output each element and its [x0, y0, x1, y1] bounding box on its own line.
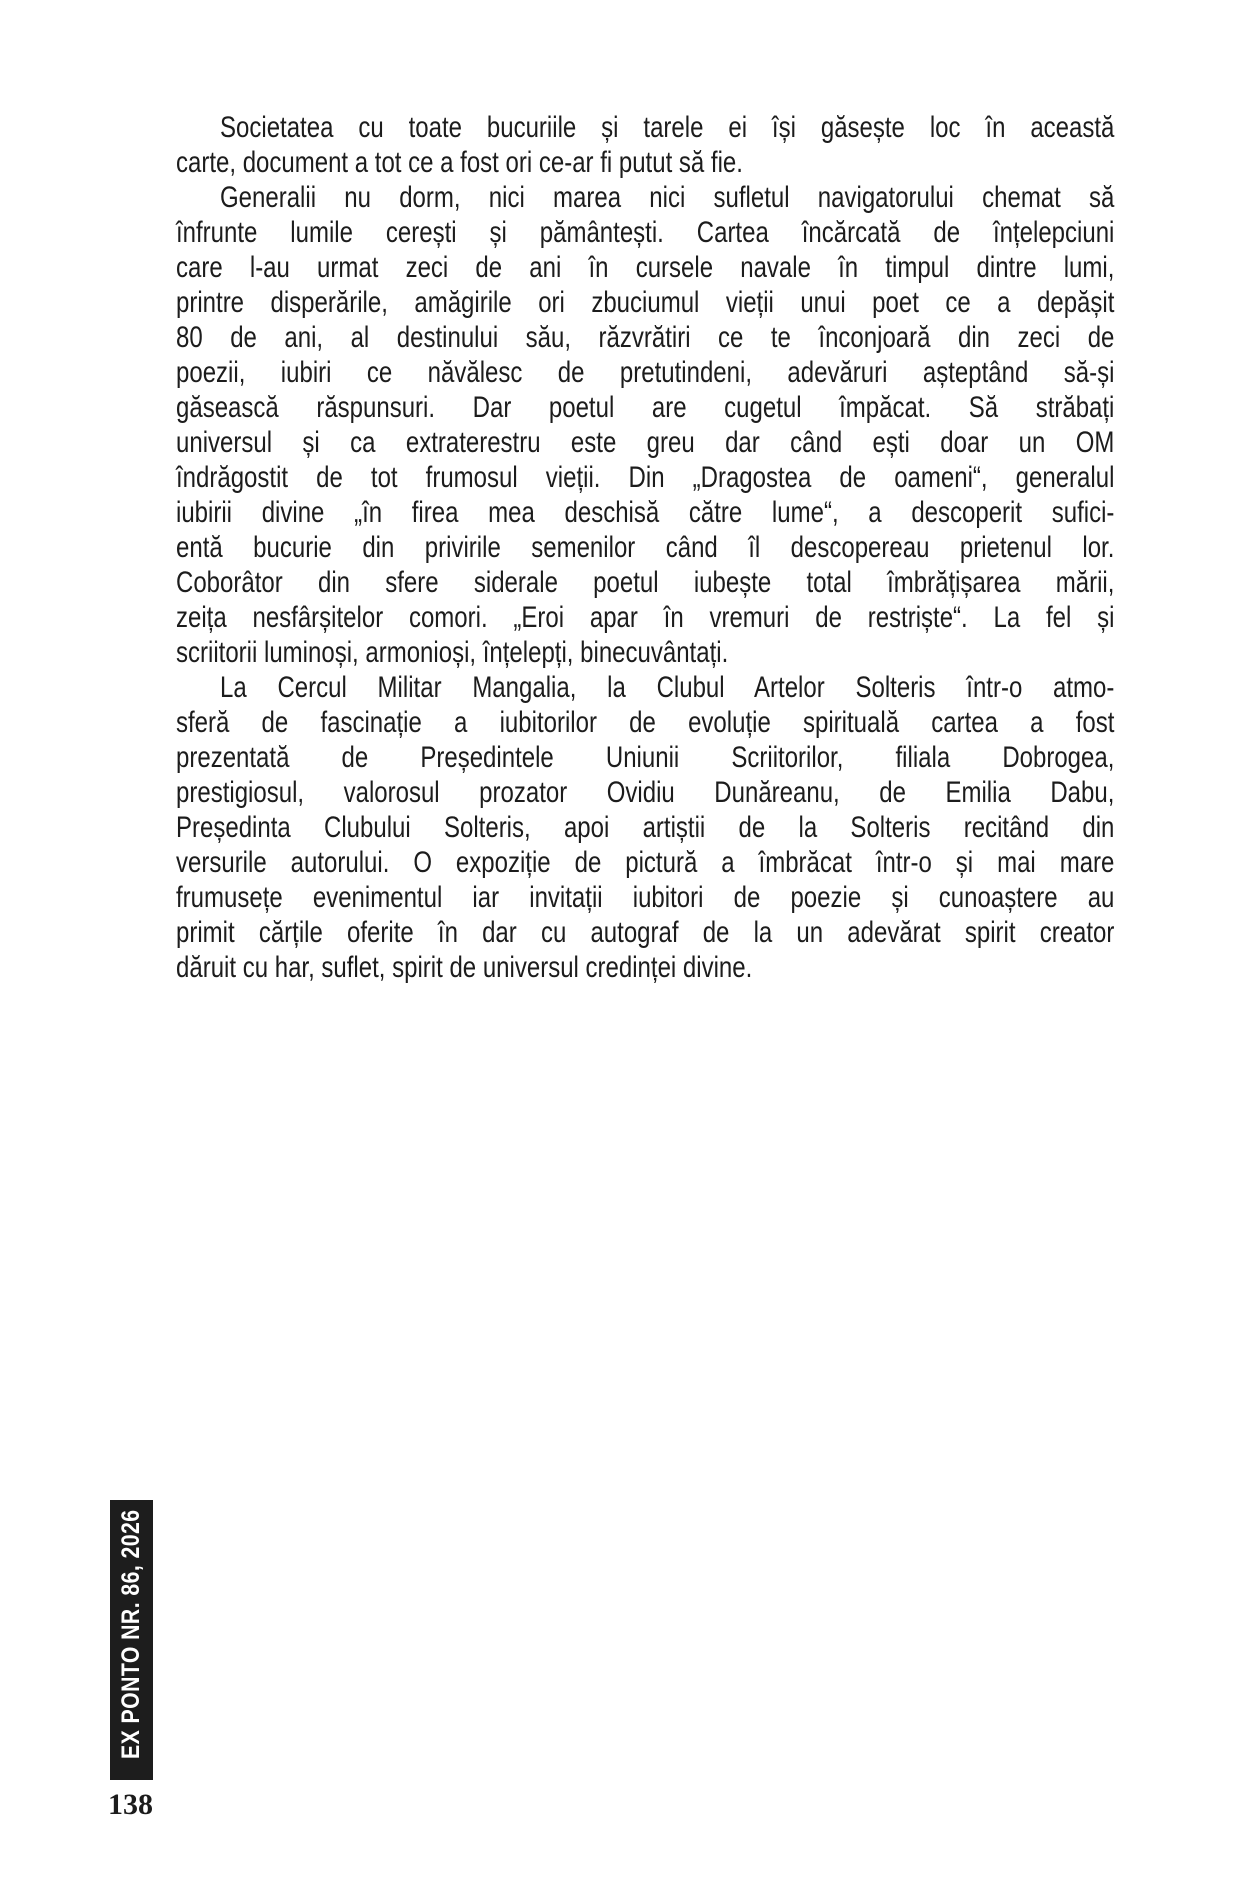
- text-line: Generalii nu dorm, nici marea nici sufletul navigatorului chemat să: [220, 181, 1115, 214]
- text-line: universul și ca extraterestru este greu dar când ești doar un OM: [176, 426, 1115, 459]
- text-line: care l-au urmat zeci de ani în cursele navale în timpul dintre lumi,: [176, 251, 1115, 284]
- text-line: versurile autorului. O expoziție de pictură a îmbrăcat într-o și mai mare: [176, 846, 1115, 879]
- text-line: sferă de fascinație a iubitorilor de evoluție spirituală cartea a fost: [176, 706, 1115, 739]
- text-line: iubirii divine „în firea mea deschisă către lume“, a descoperit sufici-: [176, 496, 1115, 529]
- text-line: La Cercul Militar Mangalia, la Clubul Artelor Solteris într-o atmo-: [220, 671, 1115, 704]
- text-line: găsească răspunsuri. Dar poetul are cugetul împăcat. Să străbați: [176, 391, 1115, 424]
- journal-spine-bar: [110, 1500, 153, 1780]
- text-line: scriitorii luminoși, armonioși, înțelepți, binecuvântați.: [176, 636, 729, 669]
- text-line: Coborâtor din sfere siderale poetul iubește total îmbrățișarea mării,: [176, 566, 1115, 599]
- text-line: frumusețe evenimentul iar invitații iubitori de poezie și cunoaștere au: [176, 881, 1115, 914]
- text-line: prestigiosul, valorosul prozator Ovidiu Dunăreanu, de Emilia Dabu,: [176, 776, 1115, 809]
- text-line: entă bucurie din privirile semenilor când îl descopereau prietenul lor.: [176, 531, 1115, 564]
- text-line: primit cărțile oferite în dar cu autograf de la un adevărat spirit creator: [176, 916, 1115, 949]
- text-line: zeița nesfârșitelor comori. „Eroi apar în vremuri de restriște“. La fel și: [176, 601, 1115, 634]
- text-line: îndrăgostit de tot frumosul vieții. Din „Dragostea de oameni“, generalul: [176, 461, 1115, 494]
- journal-spine-label: EX PONTO NR. 86, 2026: [117, 1509, 145, 1759]
- text-line: înfrunte lumile cerești și pământești. Cartea încărcată de înțelepciuni: [176, 216, 1115, 249]
- text-line: dăruit cu har, suflet, spirit de universul credinței divine.: [176, 951, 753, 984]
- text-line: poezii, iubiri ce năvălesc de pretutindeni, adevăruri așteptând să-și: [176, 356, 1115, 389]
- text-line: Președinta Clubului Solteris, apoi artiștii de la Solteris recitând din: [176, 811, 1115, 844]
- text-line: printre disperările, amăgirile ori zbuciumul vieții unui poet ce a depășit: [176, 286, 1115, 319]
- body-text: [176, 110, 1114, 985]
- text-line: prezentată de Președintele Uniunii Scriitorilor, filiala Dobrogea,: [176, 741, 1115, 774]
- text-line: carte, document a tot ce a fost ori ce-ar fi putut să fie.: [176, 146, 743, 179]
- text-line: Societatea cu toate bucuriile și tarele ei își găsește loc în această: [220, 111, 1115, 144]
- text-line: 80 de ani, al destinului său, răzvrătiri ce te înconjoară din zeci de: [176, 321, 1115, 354]
- page-number: 138: [108, 1788, 153, 1821]
